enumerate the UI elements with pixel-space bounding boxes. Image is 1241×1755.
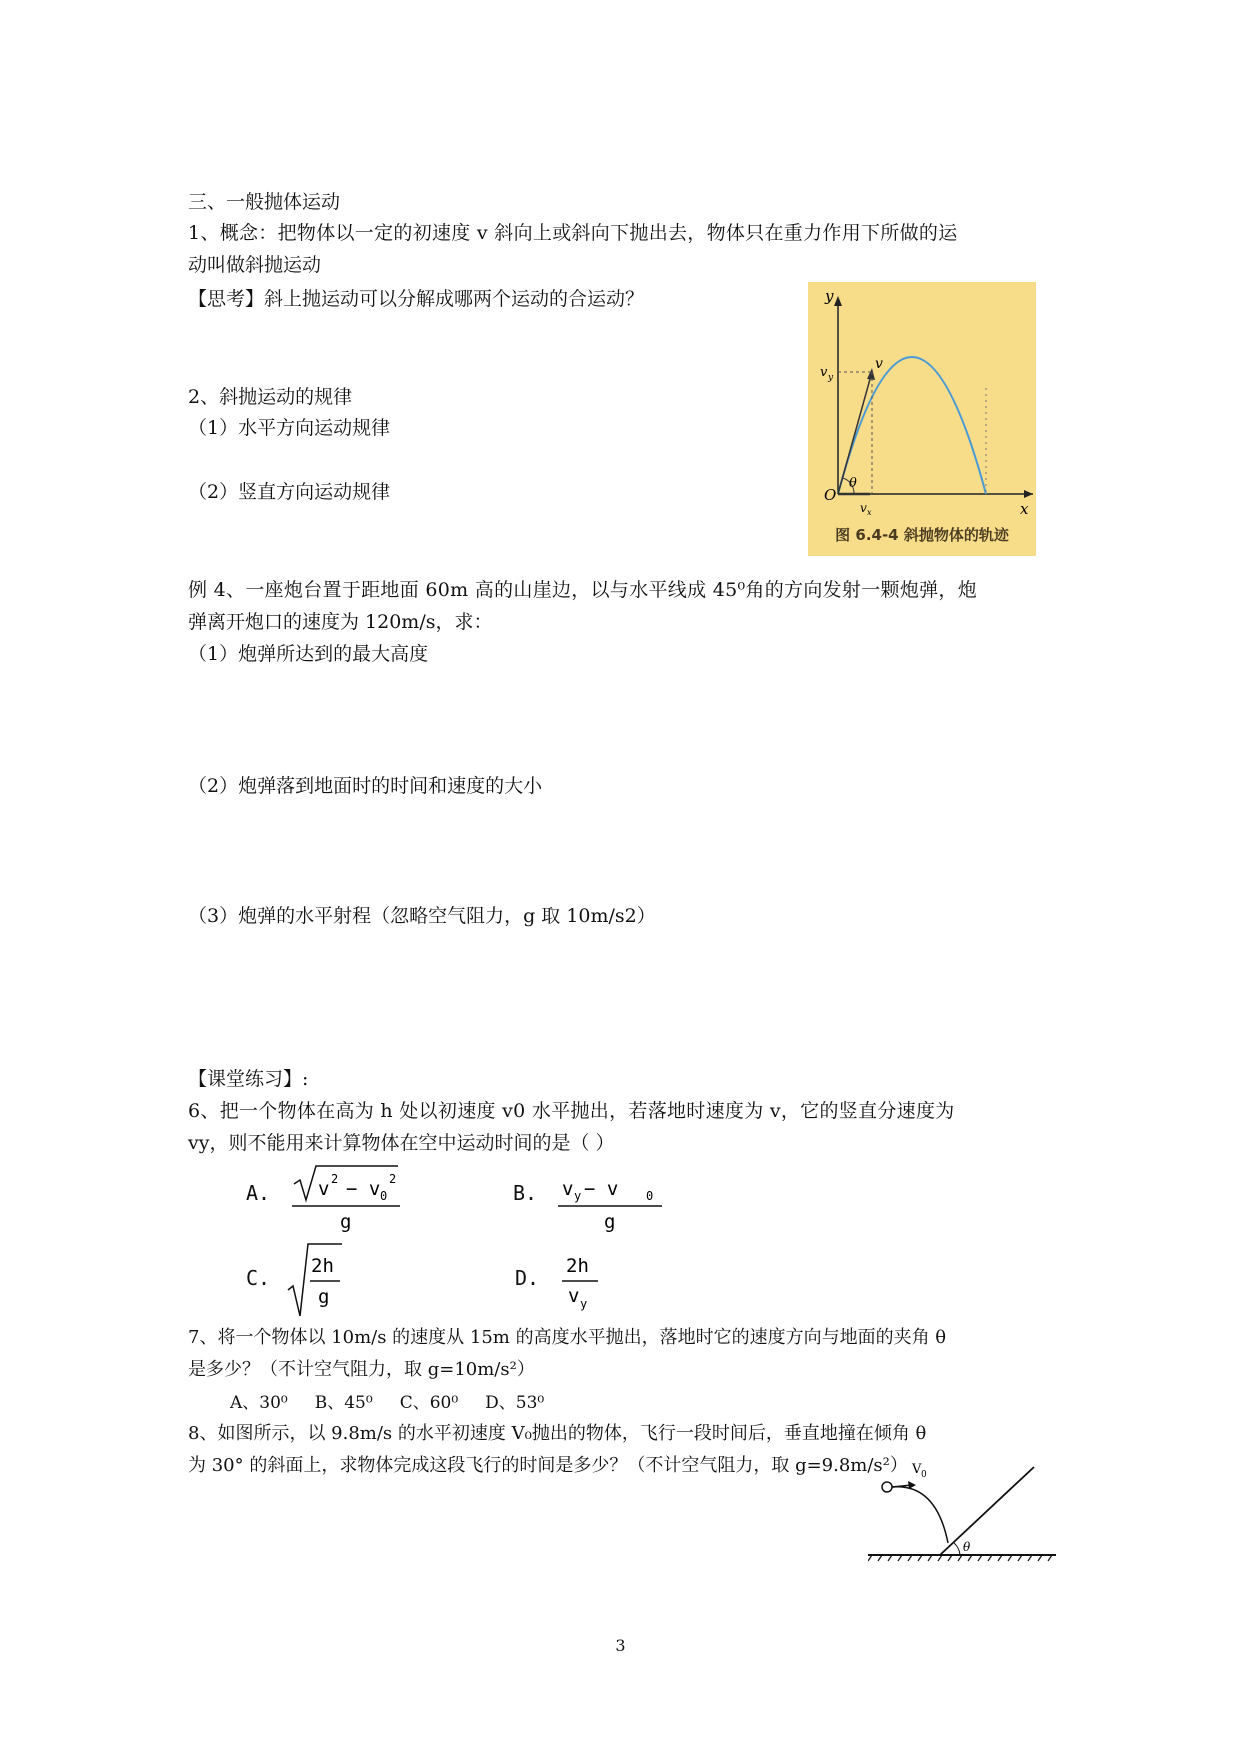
q8-line-1: 8、如图所示，以 9.8m/s 的水平初速度 V₀抛出的物体，飞行一段时间后，垂直地撞在倾角 θ: [188, 1423, 927, 1444]
example4-line-1: 例 4、一座炮台置于距地面 60m 高的山崖边，以与水平线成 45⁰角的方向发射一颗炮弹，炮: [188, 579, 978, 601]
option-a-sub: 0: [380, 1189, 388, 1203]
law-horizontal: （1）水平方向运动规律: [188, 417, 391, 439]
option-c-label: C.: [246, 1266, 271, 1290]
x-axis-arrow-icon: [1024, 490, 1033, 498]
option-d-num: 2h: [566, 1255, 589, 1277]
option-a-label: A.: [246, 1181, 271, 1205]
v-label: v: [875, 356, 883, 372]
q6-line-2: vy，则不能用来计算物体在空中运动时间的是（ ）: [188, 1132, 615, 1154]
option-b-den: g: [604, 1211, 616, 1233]
q7-line-1: 7、将一个物体以 10m/s 的速度从 15m 的高度水平抛出，落地时它的速度方向与地面的夹角 θ: [188, 1327, 947, 1348]
incline-figure: [868, 1455, 1058, 1575]
theta-label: θ: [849, 476, 857, 491]
option-a-v: v: [318, 1178, 330, 1200]
trajectory-curve: [838, 357, 986, 494]
concept-line-1: 1、概念：把物体以一定的初速度 v 斜向上或斜向下抛出去，物体只在重力作用下所做的运: [188, 222, 958, 244]
think-prompt: 【思考】斜上抛运动可以分解成哪两个运动的合运动？: [188, 288, 645, 310]
y-axis-label: y: [825, 287, 834, 305]
q6-line-1: 6、把一个物体在高为 h 处以初速度 v0 水平抛出，若落地时速度为 v，它的竖直分速度为: [188, 1100, 955, 1122]
x-axis-label: x: [1020, 500, 1029, 518]
option-d-den-sub: y: [580, 1297, 588, 1311]
origin-label: O: [824, 486, 837, 504]
q8-line-2: 为 30° 的斜面上，求物体完成这段飞行的时间是多少？（不计空气阻力，取 g=9.8m/s²）: [188, 1455, 908, 1476]
incline-angle-arc: [954, 1543, 960, 1555]
example4-line-2: 弹离开炮口的速度为 120m/s，求：: [188, 611, 493, 633]
v0-label: V: [912, 1462, 922, 1477]
option-c-num: 2h: [311, 1255, 334, 1277]
vy-label-sub: y: [828, 373, 834, 383]
incline-theta-label: θ: [963, 1540, 971, 1554]
option-b-formula: [556, 1162, 666, 1234]
incline-line: [940, 1467, 1034, 1555]
option-a-minus-v: − v: [346, 1178, 381, 1200]
option-b-v: v: [562, 1178, 574, 1200]
example4-q2: （2）炮弹落到地面时的时间和速度的大小: [188, 775, 543, 797]
option-b-minus-v: − v: [584, 1178, 619, 1200]
practice-title: 【课堂练习】:: [188, 1068, 309, 1090]
option-d-den-v: v: [568, 1285, 580, 1307]
vx-label: v: [860, 501, 867, 515]
law-title: 2、斜抛运动的规律: [188, 386, 353, 408]
option-a-den: g: [340, 1211, 352, 1233]
q7-choices: A、30⁰ B、45⁰ C、60⁰ D、53⁰: [230, 1393, 545, 1413]
option-b-sub-y: y: [574, 1189, 582, 1203]
q7-line-2: 是多少？（不计空气阻力，取 g=10m/s²）: [188, 1359, 535, 1380]
law-vertical: （2）竖直方向运动规律: [188, 481, 391, 503]
vx-label-sub: x: [867, 508, 872, 517]
option-a-formula: [290, 1162, 410, 1234]
flight-path: [892, 1487, 948, 1543]
concept-line-2: 动叫做斜抛运动: [188, 254, 322, 276]
y-axis-arrow-icon: [834, 296, 842, 306]
figure-caption: 图 6.4-4 斜抛物体的轨迹: [835, 526, 1009, 544]
v0-label-sub: 0: [921, 1470, 927, 1480]
trajectory-diagram: [808, 282, 1036, 522]
projectile-trajectory-figure: [808, 282, 1036, 556]
option-c-formula: [286, 1240, 346, 1320]
option-d-formula: [558, 1244, 608, 1314]
option-d-label: D.: [515, 1266, 540, 1290]
option-a-sup: 2: [331, 1172, 339, 1186]
vy-label: v: [820, 365, 828, 380]
page-number: 3: [615, 1636, 626, 1655]
option-c-den: g: [318, 1286, 330, 1308]
example4-q1: （1）炮弹所达到的最大高度: [188, 643, 429, 665]
ball-icon: [882, 1482, 892, 1492]
example4-q3: （3）炮弹的水平射程（忽略空气阻力，g 取 10m/s2）: [188, 905, 656, 927]
section-title: 三、一般抛体运动: [188, 191, 341, 213]
option-b-sub-0: 0: [646, 1189, 654, 1203]
option-a-sup2: 2: [389, 1172, 397, 1186]
option-b-label: B.: [513, 1181, 538, 1205]
velocity-arrow-icon: [867, 368, 875, 380]
